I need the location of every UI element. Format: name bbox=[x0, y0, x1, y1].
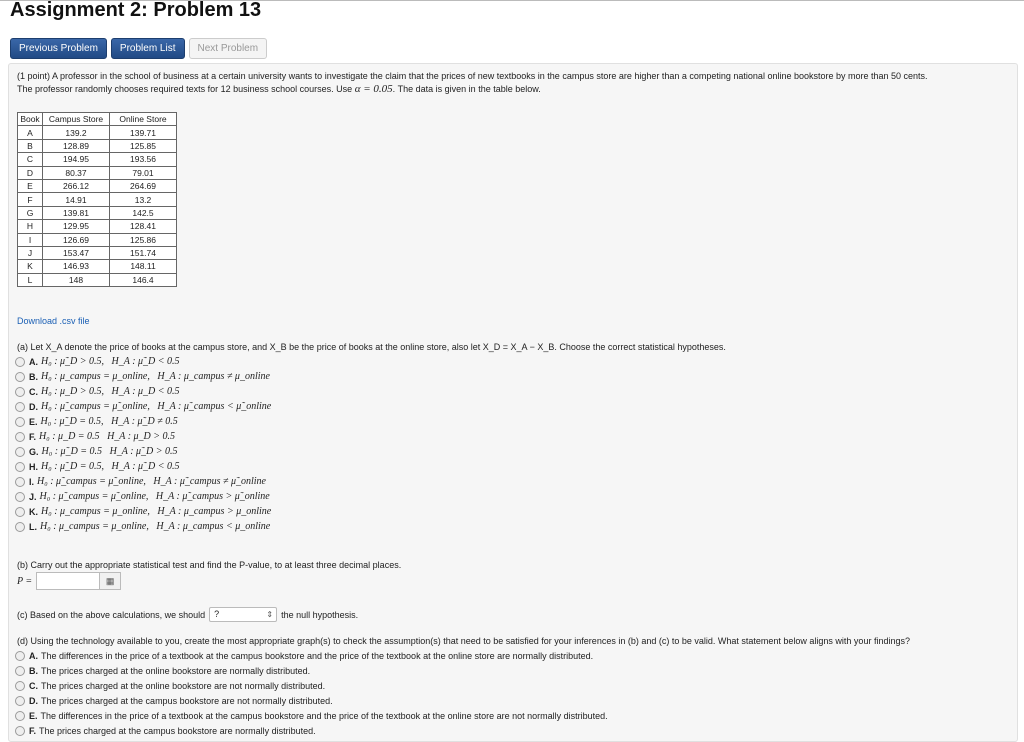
radio-button[interactable] bbox=[15, 417, 25, 427]
cell: 14.91 bbox=[43, 193, 110, 206]
next-problem-button[interactable]: Next Problem bbox=[189, 38, 268, 59]
option-letter: K. bbox=[29, 506, 38, 517]
null-hypothesis: H₀ : μ_D > 0.5, bbox=[41, 386, 105, 397]
option-text: The differences in the price of a textbook at the campus bookstore and the price of the textbook at the online store are normally distributed. bbox=[41, 650, 594, 661]
problem-list-button[interactable]: Problem List bbox=[111, 38, 185, 59]
cell: 128.89 bbox=[43, 139, 110, 152]
null-hypothesis: H₀ : μ_D = 0.5 bbox=[39, 431, 100, 442]
null-hypothesis: H₀ : μ_campus = μ_online, bbox=[41, 371, 150, 382]
radio-button[interactable] bbox=[15, 522, 25, 532]
radio-button[interactable] bbox=[15, 447, 25, 457]
option-l[interactable] bbox=[15, 519, 271, 534]
table-row bbox=[18, 246, 177, 259]
cell: F bbox=[18, 193, 43, 206]
table-row bbox=[18, 220, 177, 233]
header-campus: Campus Store bbox=[43, 113, 110, 126]
radio-button[interactable] bbox=[15, 507, 25, 517]
option-e[interactable] bbox=[15, 414, 271, 429]
cell: 126.69 bbox=[43, 233, 110, 246]
alt-hypothesis: H_A : μ̃_campus ≠ μ̃_online bbox=[153, 476, 266, 487]
null-hypothesis: H₀ : μ̃_D = 0.5, bbox=[41, 461, 105, 472]
problem-intro bbox=[17, 70, 1007, 96]
option-b[interactable] bbox=[15, 369, 271, 384]
option-letter: F. bbox=[29, 431, 37, 442]
cell: A bbox=[18, 126, 43, 139]
cell: E bbox=[18, 179, 43, 192]
cell: B bbox=[18, 139, 43, 152]
table-row bbox=[18, 233, 177, 246]
option-letter: A. bbox=[29, 356, 38, 367]
part-c bbox=[17, 607, 358, 622]
d-option-b[interactable] bbox=[15, 663, 608, 678]
p-value-label: P = bbox=[17, 575, 33, 587]
option-letter: D. bbox=[29, 401, 38, 412]
table-row bbox=[18, 153, 177, 166]
table-row bbox=[18, 179, 177, 192]
option-j[interactable] bbox=[15, 489, 271, 504]
option-i[interactable] bbox=[15, 474, 271, 489]
part-d-options bbox=[15, 648, 608, 738]
cell: 264.69 bbox=[110, 179, 177, 192]
p-value-input[interactable] bbox=[36, 572, 100, 590]
option-g[interactable] bbox=[15, 444, 271, 459]
cell: D bbox=[18, 166, 43, 179]
alt-hypothesis: H_A : μ_campus > μ_online bbox=[157, 506, 272, 517]
intro-text-3: . The data is given in the table below. bbox=[392, 84, 541, 94]
radio-button[interactable] bbox=[15, 402, 25, 412]
cell: 151.74 bbox=[110, 246, 177, 259]
cell: 194.95 bbox=[43, 153, 110, 166]
part-d-prompt: (d) Using the technology available to you, create the most appropriate graph(s) to check the assumption(s) that need to be satisfied for your inferences in (b) and (c) to be valid. What statement below aligns with your findings? bbox=[17, 636, 910, 646]
cell: K bbox=[18, 260, 43, 273]
price-table bbox=[17, 112, 177, 287]
option-letter: L. bbox=[29, 521, 37, 532]
alt-hypothesis: H_A : μ̃_D ≠ 0.5 bbox=[111, 416, 178, 427]
part-c-suffix: the null hypothesis. bbox=[281, 609, 359, 620]
radio-button[interactable] bbox=[15, 492, 25, 502]
cell: 153.47 bbox=[43, 246, 110, 259]
option-letter: A. bbox=[29, 650, 38, 661]
alt-hypothesis: H_A : μ_D > 0.5 bbox=[107, 431, 176, 442]
cell: 129.95 bbox=[43, 220, 110, 233]
cell: 142.5 bbox=[110, 206, 177, 219]
cell: J bbox=[18, 246, 43, 259]
intro-text-1: A professor in the school of business at a certain university wants to investigate the claim that the prices of new textbooks in the campus store are higher than a competing national online bookstore by more than 50 cents. bbox=[52, 71, 928, 81]
cell: G bbox=[18, 206, 43, 219]
option-letter: H. bbox=[29, 461, 38, 472]
alt-hypothesis: H_A : μ̃_D > 0.5 bbox=[109, 446, 178, 457]
cell: 125.85 bbox=[110, 139, 177, 152]
table-row bbox=[18, 166, 177, 179]
equation-editor-icon[interactable]: ▦ bbox=[100, 572, 121, 590]
cell: 13.2 bbox=[110, 193, 177, 206]
header-book: Book bbox=[18, 113, 43, 126]
previous-problem-button[interactable]: Previous Problem bbox=[10, 38, 107, 59]
radio-button[interactable] bbox=[15, 651, 25, 661]
d-option-d[interactable] bbox=[15, 693, 608, 708]
option-text: The prices charged at the campus bookstore are normally distributed. bbox=[39, 725, 316, 736]
option-f[interactable] bbox=[15, 429, 271, 444]
cell: 146.93 bbox=[43, 260, 110, 273]
p-value-row bbox=[17, 572, 121, 590]
radio-button[interactable] bbox=[15, 372, 25, 382]
radio-button[interactable] bbox=[15, 432, 25, 442]
header-online: Online Store bbox=[110, 113, 177, 126]
option-letter: C. bbox=[29, 680, 38, 691]
null-hypothesis: H₀ : μ̃_D = 0.5 bbox=[41, 446, 103, 457]
cell: 80.37 bbox=[43, 166, 110, 179]
option-letter: G. bbox=[29, 446, 39, 457]
option-letter: J. bbox=[29, 491, 37, 502]
option-letter: E. bbox=[29, 710, 38, 721]
alt-hypothesis: H_A : μ̃_campus < μ̃_online bbox=[157, 401, 272, 412]
table-row bbox=[18, 139, 177, 152]
radio-button[interactable] bbox=[15, 711, 25, 721]
table-row bbox=[18, 273, 177, 286]
download-csv-link[interactable]: Download .csv file bbox=[17, 316, 90, 326]
problem-nav bbox=[10, 38, 267, 59]
option-a[interactable] bbox=[15, 354, 271, 369]
null-hypothesis: H₀ : μ̃_campus = μ̃_online, bbox=[39, 491, 149, 502]
cell: 125.86 bbox=[110, 233, 177, 246]
table-row bbox=[18, 193, 177, 206]
part-a-prompt: (a) Let X_A denote the price of books at the campus store, and X_B be the price of books at the online store, also let X_D = X_A − X_B. Choose the correct statistical hypotheses. bbox=[17, 342, 726, 352]
d-option-a[interactable] bbox=[15, 648, 608, 663]
null-hypothesis: H₀ : μ_campus = μ_online, bbox=[40, 521, 149, 532]
alt-hypothesis: H_A : μ̃_campus > μ̃_online bbox=[155, 491, 270, 502]
cell: 266.12 bbox=[43, 179, 110, 192]
alt-hypothesis: H_A : μ̃_D < 0.5 bbox=[111, 356, 180, 367]
cell: 139.81 bbox=[43, 206, 110, 219]
option-letter: I. bbox=[29, 476, 35, 487]
cell: 139.2 bbox=[43, 126, 110, 139]
option-letter: C. bbox=[29, 386, 38, 397]
cell: C bbox=[18, 153, 43, 166]
radio-button[interactable] bbox=[15, 387, 25, 397]
option-h[interactable] bbox=[15, 459, 271, 474]
option-text: The differences in the price of a textbook at the campus bookstore and the price of the textbook at the online store are not normally distributed. bbox=[40, 710, 608, 721]
d-option-f[interactable] bbox=[15, 723, 608, 738]
cell: 193.56 bbox=[110, 153, 177, 166]
radio-button[interactable] bbox=[15, 666, 25, 676]
null-hypothesis: H₀ : μ_campus = μ_online, bbox=[41, 506, 150, 517]
table-row bbox=[18, 260, 177, 273]
cell: H bbox=[18, 220, 43, 233]
radio-button[interactable] bbox=[15, 477, 25, 487]
decision-select[interactable] bbox=[209, 607, 277, 622]
null-hypothesis: H₀ : μ̃_campus = μ̃_online, bbox=[37, 476, 146, 487]
decision-value: ? bbox=[214, 609, 220, 619]
option-text: The prices charged at the campus bookstore are not normally distributed. bbox=[41, 695, 333, 706]
intro-text-2: The professor randomly chooses required texts for 12 business school courses. Use bbox=[17, 84, 353, 94]
cell: 79.01 bbox=[110, 166, 177, 179]
cell: L bbox=[18, 273, 43, 286]
option-letter: E. bbox=[29, 416, 38, 427]
radio-button[interactable] bbox=[15, 357, 25, 367]
cell: I bbox=[18, 233, 43, 246]
option-text: The prices charged at the online bookstore are normally distributed. bbox=[41, 665, 311, 676]
option-c[interactable] bbox=[15, 384, 271, 399]
radio-button[interactable] bbox=[15, 696, 25, 706]
option-letter: F. bbox=[29, 725, 37, 736]
part-c-prompt: (c) Based on the above calculations, we should bbox=[17, 609, 206, 620]
problem-panel bbox=[8, 63, 1018, 742]
table-header-row bbox=[18, 113, 177, 126]
alt-hypothesis: H_A : μ̃_D < 0.5 bbox=[111, 461, 180, 472]
points-label: (1 point) bbox=[17, 71, 51, 81]
table-row bbox=[18, 206, 177, 219]
alt-hypothesis: H_A : μ_D < 0.5 bbox=[111, 386, 180, 397]
radio-button[interactable] bbox=[15, 726, 25, 736]
option-d[interactable] bbox=[15, 399, 271, 414]
alt-hypothesis: H_A : μ_campus < μ_online bbox=[156, 521, 271, 532]
d-option-c[interactable] bbox=[15, 678, 608, 693]
null-hypothesis: H₀ : μ̃_D > 0.5, bbox=[41, 356, 105, 367]
cell: 148.11 bbox=[110, 260, 177, 273]
cell: 128.41 bbox=[110, 220, 177, 233]
select-arrows-icon: ⇕ bbox=[266, 610, 274, 619]
alpha-value: α = 0.05 bbox=[354, 83, 393, 95]
option-letter: B. bbox=[29, 665, 38, 676]
null-hypothesis: H₀ : μ̃_campus = μ̃_online, bbox=[41, 401, 150, 412]
option-letter: D. bbox=[29, 695, 38, 706]
page-title: Assignment 2: Problem 13 bbox=[10, 0, 262, 21]
d-option-e[interactable] bbox=[15, 708, 608, 723]
part-a-options bbox=[15, 354, 271, 534]
option-text: The prices charged at the online bookstore are not normally distributed. bbox=[41, 680, 326, 691]
alt-hypothesis: H_A : μ_campus ≠ μ_online bbox=[157, 371, 270, 382]
null-hypothesis: H₀ : μ̃_D = 0.5, bbox=[40, 416, 104, 427]
cell: 139.71 bbox=[110, 126, 177, 139]
part-b-prompt: (b) Carry out the appropriate statistical test and find the P-value, to at least three decimal places. bbox=[17, 560, 402, 570]
radio-button[interactable] bbox=[15, 681, 25, 691]
cell: 146.4 bbox=[110, 273, 177, 286]
option-k[interactable] bbox=[15, 504, 271, 519]
radio-button[interactable] bbox=[15, 462, 25, 472]
table-row bbox=[18, 126, 177, 139]
option-letter: B. bbox=[29, 371, 38, 382]
cell: 148 bbox=[43, 273, 110, 286]
